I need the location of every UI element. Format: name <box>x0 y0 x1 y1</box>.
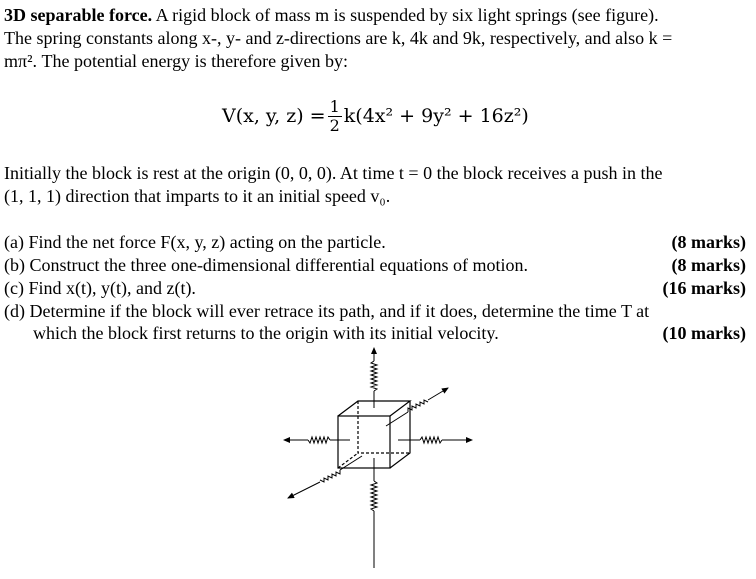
question-d <box>4 300 746 322</box>
initial-condition-line-1: Initially the block is rest at the origin (0, 0, 0). At time t = 0 the block receives a push in the <box>4 163 663 183</box>
potential-energy-equation <box>222 90 529 142</box>
question-marks: (8 marks) <box>671 255 746 275</box>
question-a <box>4 231 746 253</box>
z-springs <box>371 348 377 568</box>
question-text: (d) Determine if the block will ever retrace its path, and if it does, determine the time T at <box>4 301 650 321</box>
initial-condition-line-2: (1, 1, 1) direction that imparts to it an initial speed v₀. <box>4 186 391 206</box>
problem-line-1 <box>4 4 746 26</box>
fraction-denominator: 2 <box>329 115 340 135</box>
question-b <box>4 254 746 276</box>
problem-line-2: The spring constants along x-, y- and z-directions are k, 4k and 9k, respectively, and also k = <box>4 28 673 48</box>
equation-rhs: k(4x² + 9y² + 16z²) <box>343 105 529 127</box>
question-text: which the block first returns to the origin with its initial velocity. <box>33 323 499 343</box>
question-marks: (16 marks) <box>662 278 746 298</box>
question-marks: (8 marks) <box>671 232 746 252</box>
question-text: (a) Find the net force F(x, y, z) acting on the particle. <box>4 232 386 252</box>
equation-lhs: V(x, y, z) = <box>222 105 326 127</box>
question-c <box>4 277 746 299</box>
cube <box>338 401 410 468</box>
question-text: (b) Construct the three one-dimensional differential equations of motion. <box>4 255 529 275</box>
fraction-numerator: 1 <box>329 96 340 116</box>
spring-block-figure <box>270 346 480 571</box>
equation-fraction <box>328 98 342 135</box>
problem-line-1-text: A rigid block of mass m is suspended by six light springs (see figure). <box>152 5 659 25</box>
x-springs <box>284 437 472 443</box>
problem-line-3: mπ². The potential energy is therefore given by: <box>4 51 349 71</box>
problem-title: 3D separable force. <box>4 5 153 25</box>
question-text: (c) Find x(t), y(t), and z(t). <box>4 278 196 298</box>
question-d-continuation <box>33 322 746 344</box>
question-marks: (10 marks) <box>662 323 746 343</box>
